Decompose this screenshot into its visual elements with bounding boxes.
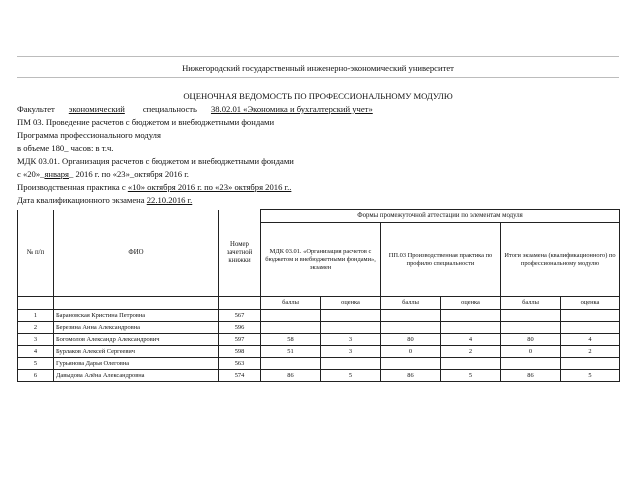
student-name: Бурлаков Алексей Сергеевич	[54, 346, 219, 358]
table-row	[18, 370, 620, 382]
student-name: Барановская Кристина Петровна	[54, 310, 219, 322]
specialty-label: специальность	[142, 104, 197, 114]
exam-grade	[561, 310, 620, 322]
period-end: октября 2016 г.	[134, 169, 189, 179]
practice-dates: «10» октября 2016 г. по «23» октября 2016 г..	[127, 182, 292, 192]
mdk-grade: 3	[321, 346, 381, 358]
mdk-grade	[321, 322, 381, 334]
record-book-number: 596	[219, 322, 261, 334]
exam-grade: 5	[561, 370, 620, 382]
table-row	[18, 310, 620, 322]
exam-points	[501, 310, 561, 322]
mdk-line: МДК 03.01. Организация расчетов с бюджетом и внебюджетными фондами	[17, 156, 294, 166]
practice-points	[381, 358, 441, 370]
exam-points	[501, 322, 561, 334]
period-prefix: с «20»_	[17, 169, 45, 179]
exam-grade	[561, 358, 620, 370]
sub-grade-header: оценка	[321, 297, 381, 310]
table-row	[18, 358, 620, 370]
table-row	[18, 334, 620, 346]
sub-points-header: баллы	[501, 297, 561, 310]
record-book-number: 567	[219, 310, 261, 322]
record-book-number: 563	[219, 358, 261, 370]
record-book-number: 598	[219, 346, 261, 358]
period-middle: _ 2016 г. по «23»_	[69, 169, 135, 179]
pm-line: ПМ 03. Проведение расчетов с бюджетом и внебюджетными фондами	[17, 117, 275, 127]
faculty-value: экономический	[68, 104, 125, 114]
table-row	[18, 346, 620, 358]
row-number: 1	[18, 310, 54, 322]
exam-points: 86	[501, 370, 561, 382]
practice-grade	[441, 358, 501, 370]
practice-grade: 4	[441, 334, 501, 346]
record-book-number: 574	[219, 370, 261, 382]
period-line	[17, 168, 619, 180]
specialty-value: 38.02.01 «Экономика и бухгалтерский учет»	[210, 104, 373, 114]
sub-points-header: баллы	[381, 297, 441, 310]
col-number-header: № п/п	[18, 210, 54, 297]
sub-blank	[54, 297, 219, 310]
student-name: Гурьянова Дарья Олеговна	[54, 358, 219, 370]
exam-prefix: Дата квалификационного экзамена	[17, 195, 145, 205]
gridline	[17, 77, 619, 78]
mdk-points: 58	[261, 334, 321, 346]
row-number: 4	[18, 346, 54, 358]
sub-blank	[18, 297, 54, 310]
mdk-grade: 3	[321, 334, 381, 346]
practice-grade: 2	[441, 346, 501, 358]
exam-points: 80	[501, 334, 561, 346]
student-name: Богомолов Александр Александрович	[54, 334, 219, 346]
sub-grade-header: оценка	[561, 297, 620, 310]
exam-date: 22.10.2016 г.	[146, 195, 193, 205]
student-name: Березина Анна Александровна	[54, 322, 219, 334]
col-fio-header: ФИО	[54, 210, 219, 297]
mdk-grade	[321, 310, 381, 322]
row-number: 5	[18, 358, 54, 370]
gridline	[17, 56, 619, 57]
mdk-grade	[321, 358, 381, 370]
practice-points: 86	[381, 370, 441, 382]
record-book-number: 597	[219, 334, 261, 346]
row-number: 2	[18, 322, 54, 334]
forms-header: Формы промежуточной аттестации по элементам модуля	[261, 210, 620, 223]
program-line: Программа профессионального модуля	[17, 130, 161, 140]
volume-line: в объеме 180_ часов: в т.ч.	[17, 143, 114, 153]
mdk-grade: 5	[321, 370, 381, 382]
practice-points	[381, 310, 441, 322]
sub-blank	[219, 297, 261, 310]
practice-points: 80	[381, 334, 441, 346]
mdk-points	[261, 310, 321, 322]
table-row	[18, 322, 620, 334]
grades-table	[17, 209, 620, 382]
practice-grade	[441, 322, 501, 334]
col-book-header: Номер зачетной книжки	[219, 210, 261, 297]
practice-points: 0	[381, 346, 441, 358]
group-practice-header: ПП.03 Производственная практика по профилю специальности	[381, 223, 501, 297]
sub-grade-header: оценка	[441, 297, 501, 310]
row-number: 6	[18, 370, 54, 382]
period-month: января	[44, 169, 70, 179]
mdk-points	[261, 358, 321, 370]
practice-grade	[441, 310, 501, 322]
faculty-label: Факультет	[17, 104, 55, 114]
mdk-points: 51	[261, 346, 321, 358]
practice-prefix: Производственная практика с	[17, 182, 126, 192]
mdk-points: 86	[261, 370, 321, 382]
group-exam-header: Итоги экзамена (квалификационного) по профессиональному модулю	[501, 223, 620, 297]
exam-points	[501, 358, 561, 370]
practice-grade: 5	[441, 370, 501, 382]
university-name: Нижегородский государственный инженерно-экономический университет	[182, 63, 454, 73]
student-name: Давыдова Алёна Александровна	[54, 370, 219, 382]
practice-points	[381, 322, 441, 334]
faculty-line	[17, 103, 619, 115]
exam-line	[17, 194, 619, 206]
mdk-points	[261, 322, 321, 334]
group-mdk-header: МДК 03.01. «Организация расчетов с бюджетом и внебюджетными фондами», экзамен	[261, 223, 381, 297]
row-number: 3	[18, 334, 54, 346]
exam-grade	[561, 322, 620, 334]
practice-line	[17, 181, 619, 193]
sub-points-header: баллы	[261, 297, 321, 310]
exam-points: 0	[501, 346, 561, 358]
sheet-title: ОЦЕНОЧНАЯ ВЕДОМОСТЬ ПО ПРОФЕССИОНАЛЬНОМУ МОДУЛЮ	[183, 91, 453, 101]
exam-grade: 2	[561, 346, 620, 358]
exam-grade: 4	[561, 334, 620, 346]
